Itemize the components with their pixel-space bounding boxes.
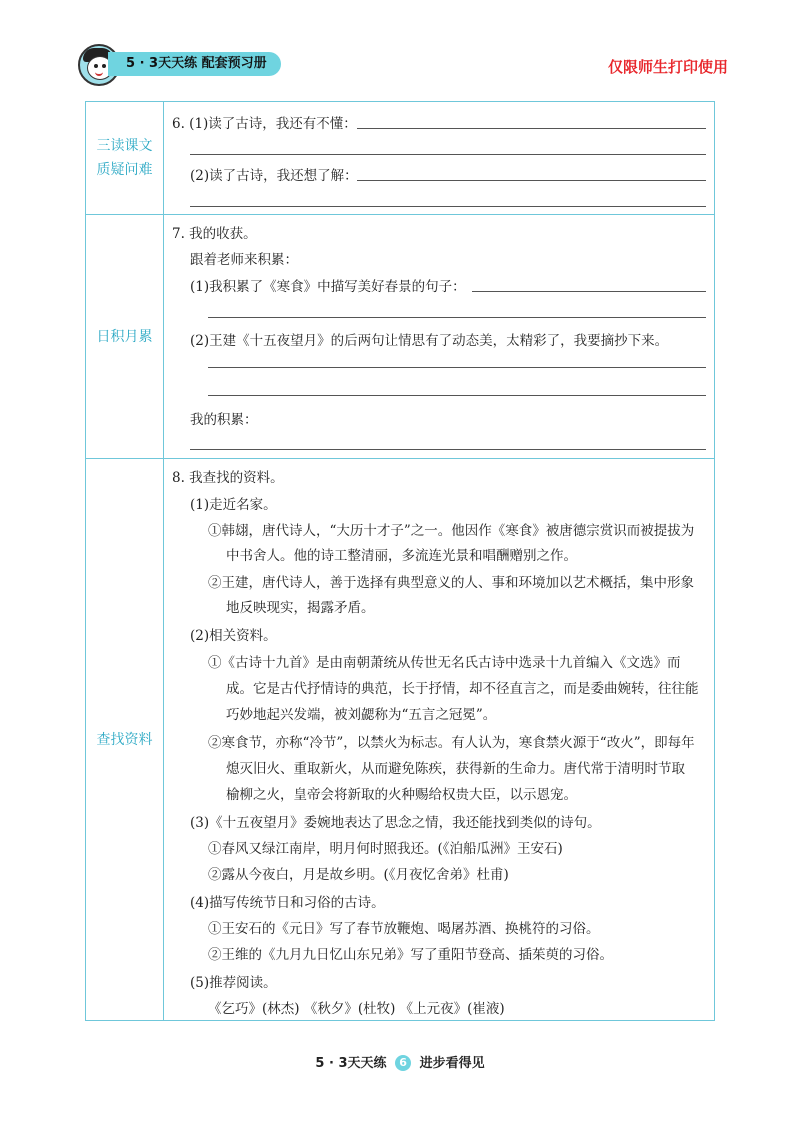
question-7-1: (1)我积累了《寒食》中描写美好春景的句子： xyxy=(190,279,466,295)
question-7: 7. 我的收获。 xyxy=(172,226,257,242)
section-label: 日积月累 xyxy=(86,215,164,458)
paragraph-line: 熄灭旧火、重取新火，从而避免陈疾，获得新的生命力。唐代常于清明时节取 xyxy=(226,761,685,777)
answer-line[interactable] xyxy=(190,206,706,207)
subheading: (5)推荐阅读。 xyxy=(190,975,277,991)
paragraph-line: ①《古诗十九首》是由南朝萧统从传世无名氏古诗中选录十九首编入《文选》而 xyxy=(208,655,681,671)
question-8: 8. 我查找的资料。 xyxy=(172,470,284,486)
subheading: (2)相关资料。 xyxy=(190,628,277,644)
paragraph-line: ②露从今夜白，月是故乡明。(《月夜忆舍弟》杜甫) xyxy=(208,867,509,883)
section-label: 三读课文 质疑问难 xyxy=(86,102,164,214)
answer-line[interactable] xyxy=(208,317,706,318)
footer-brand: 5 · 3天天练 xyxy=(315,1056,387,1071)
answer-line[interactable] xyxy=(208,395,706,396)
subheading: (1)走近名家。 xyxy=(190,497,277,513)
worksheet-table xyxy=(85,101,715,1021)
page-header xyxy=(78,44,728,88)
page-number: 6 xyxy=(395,1055,411,1071)
reading-list: 《乞巧》(林杰) 《秋夕》(杜牧) 《上元夜》(崔液) xyxy=(208,1001,505,1017)
paragraph-line: 中书舍人。他的诗工整清丽，多流连光景和唱酬赠别之作。 xyxy=(226,548,577,564)
paragraph-line: ②王维的《九月九日忆山东兄弟》写了重阳节登高、插茱萸的习俗。 xyxy=(208,947,613,963)
answer-line[interactable] xyxy=(208,367,706,368)
print-note: 仅限师生打印使用 xyxy=(607,58,728,76)
answer-line[interactable] xyxy=(357,128,706,129)
section-question-doubts xyxy=(86,102,714,215)
footer-slogan: 进步看得见 xyxy=(419,1056,485,1071)
section-label: 查找资料 xyxy=(86,459,164,1020)
answer-line[interactable] xyxy=(190,154,706,155)
paragraph-line: ①春风又绿江南岸，明月何时照我还。(《泊船瓜洲》王安石) xyxy=(208,841,563,857)
paragraph-line: ①韩翃，唐代诗人，“大历十才子”之一。他因作《寒食》被唐德宗赏识而被提拔为 xyxy=(208,523,695,539)
subheading: (3)《十五夜望月》委婉地表达了思念之情，我还能找到类似的诗句。 xyxy=(190,815,601,831)
section-find-materials xyxy=(86,459,714,1020)
answer-line[interactable] xyxy=(472,291,706,292)
answer-line[interactable] xyxy=(190,449,706,450)
question-7-2: (2)王建《十五夜望月》的后两句让情思有了动态美，太精彩了，我要摘抄下来。 xyxy=(190,333,669,349)
paragraph-line: 成。它是古代抒情诗的典范，长于抒情，却不径直言之，而是委曲婉转，往往能 xyxy=(226,681,699,697)
paragraph-line: ②王建，唐代诗人，善于选择有典型意义的人、事和环境加以艺术概括，集中形象 xyxy=(208,575,694,591)
brand-title: 5 · 3天天练 配套预习册 xyxy=(108,52,281,76)
page-footer xyxy=(0,1052,800,1071)
paragraph-line: ①王安石的《元日》写了春节放鞭炮、喝屠苏酒、换桃符的习俗。 xyxy=(208,921,600,937)
paragraph-line: 地反映现实，揭露矛盾。 xyxy=(226,600,375,616)
paragraph-line: 巧妙地起兴发端，被刘勰称为“五言之冠冕”。 xyxy=(226,707,497,723)
question-7-intro: 跟着老师来积累： xyxy=(190,252,298,268)
question-6-1: 6. (1)读了古诗，我还有不懂： xyxy=(172,116,357,132)
question-7-mine: 我的积累： xyxy=(190,412,258,428)
question-6-2: (2)读了古诗，我还想了解： xyxy=(190,168,358,184)
answer-line[interactable] xyxy=(357,180,706,181)
section-daily-accumulation xyxy=(86,215,714,459)
paragraph-line: ②寒食节，亦称“冷节”，以禁火为标志。有人认为，寒食禁火源于“改火”，即每年 xyxy=(208,735,695,751)
subheading: (4)描写传统节日和习俗的古诗。 xyxy=(190,895,385,911)
paragraph-line: 榆柳之火，皇帝会将新取的火种赐给权贵大臣，以示恩宠。 xyxy=(226,787,577,803)
